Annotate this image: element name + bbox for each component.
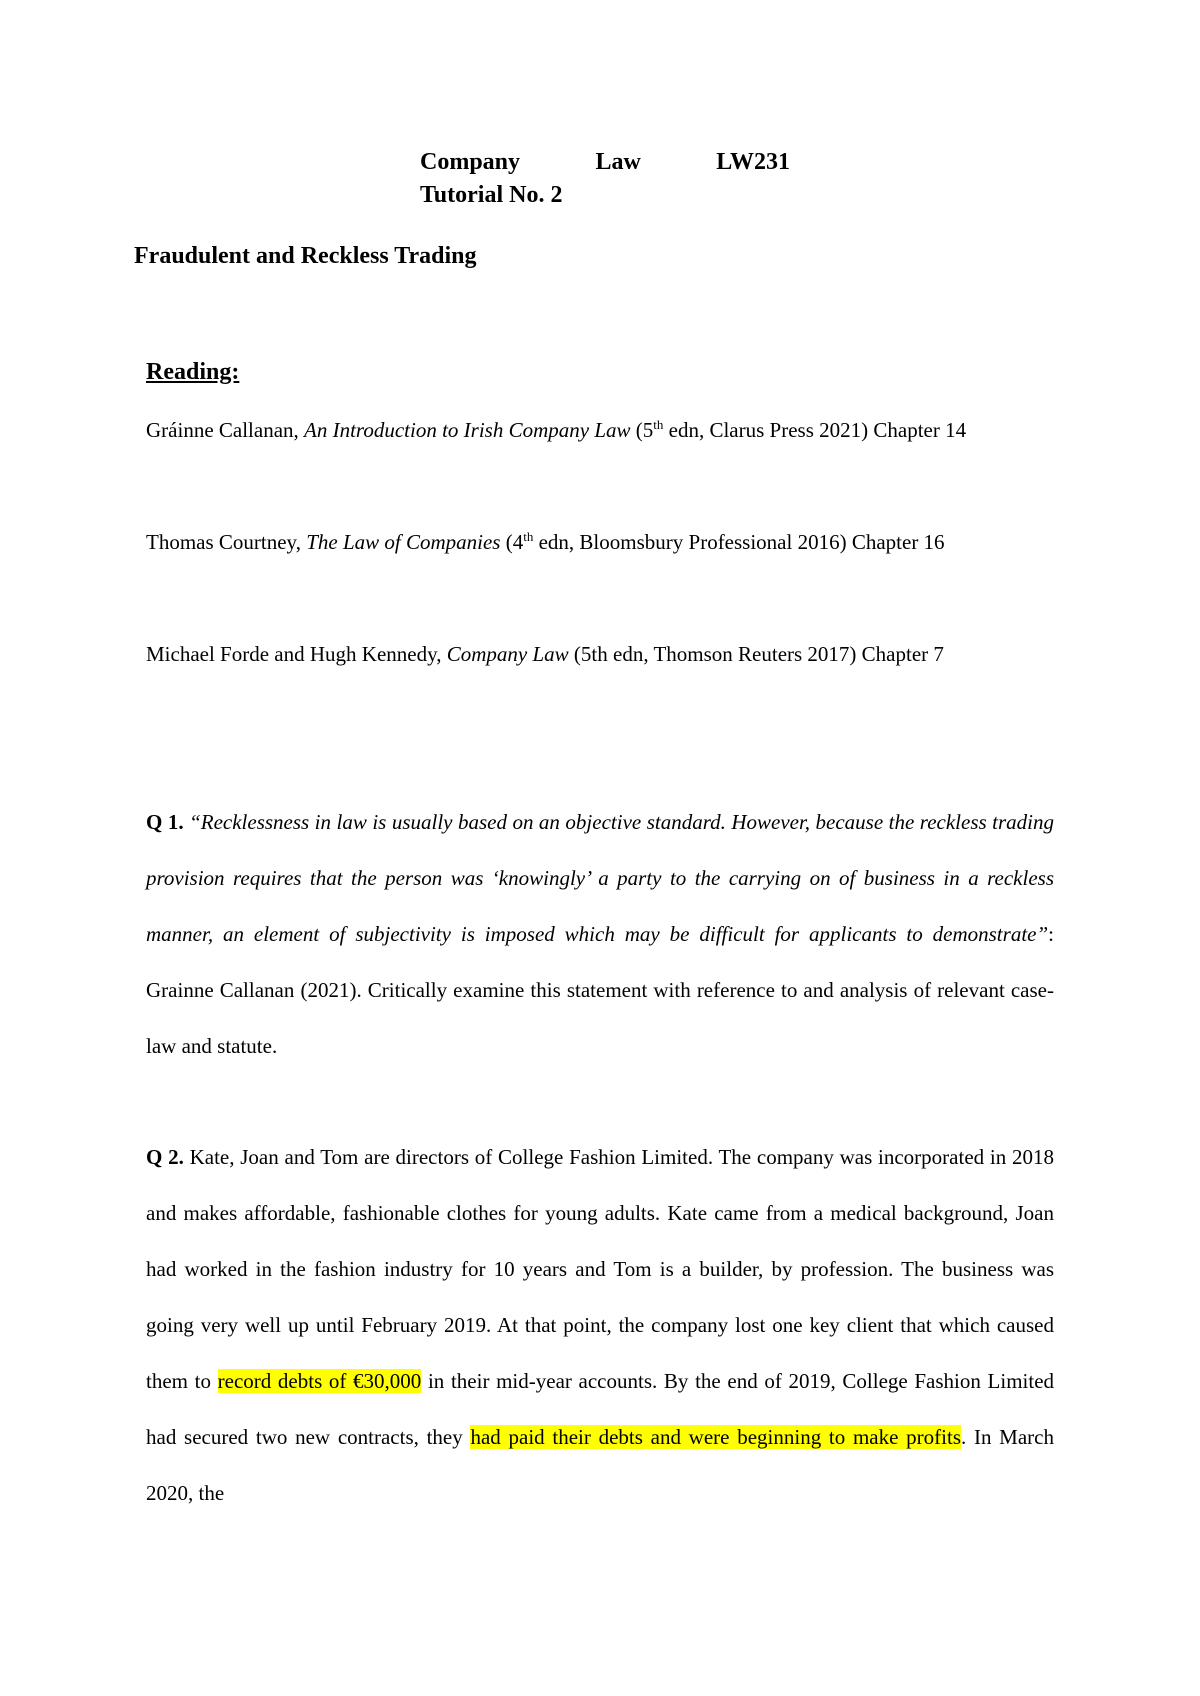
ref-edition-suffix: th <box>653 417 664 432</box>
ref-details: edn, Clarus Press 2021) Chapter 14 <box>663 418 967 442</box>
question-2 <box>146 1129 1054 1521</box>
ref-edition: (4 <box>500 530 524 554</box>
question-text: in their mid-year accounts. By the end of 2019, College Fashion Limited had secured two new contracts, they <box>146 1369 1055 1449</box>
question-quote: “Recklessness in law is usually based on an objective standard. However, because the reckless trading provision requires that the person was ‘knowingly’ a party to the carrying on of business in a reckless manner, an element of subjectivity is imposed which may be difficult for applicants to demonstrate” <box>146 810 1054 946</box>
question-text: . In March 2020, the <box>146 1425 1054 1505</box>
course-header <box>420 148 790 176</box>
question-1 <box>146 794 1054 1074</box>
reading-reference-1 <box>146 402 1054 458</box>
ref-details: (5th edn, Thomson Reuters 2017) Chapter 7 <box>568 642 944 666</box>
question-label: Q 1. <box>146 810 184 834</box>
question-text: : Grainne Callanan (2021). Critically examine this statement with reference to and analysis of relevant case-law and statute. <box>146 922 1054 1058</box>
ref-details: edn, Bloomsbury Professional 2016) Chapter 16 <box>533 530 945 554</box>
document-title: Fraudulent and Reckless Trading <box>134 243 477 269</box>
ref-author: Thomas Courtney, <box>146 530 307 554</box>
highlighted-text-debts: record debts of €30,000 <box>217 1369 422 1393</box>
highlighted-text-profits: had paid their debts and were beginning to make profits <box>470 1425 961 1449</box>
ref-work-title: An Introduction to Irish Company Law <box>304 418 631 442</box>
question-label: Q 2. <box>146 1145 184 1169</box>
ref-work-title: Company Law <box>446 642 569 666</box>
question-text: Kate, Joan and Tom are directors of College Fashion Limited. The company was incorporated in 2018 and makes affordable, fashionable clothes for young adults. Kate came from a medical background, Joan had worked in the fashion industry for 10 years and Tom is a builder, by profession. The business was going very well up until February 2019. At that point, the company lost one key client that which caused them to <box>146 1145 1054 1393</box>
course-word-law: Law <box>595 149 641 175</box>
course-code: LW231 <box>716 149 790 175</box>
ref-edition-suffix: th <box>523 529 534 544</box>
reading-heading: Reading: <box>146 359 240 385</box>
ref-edition: (5 <box>630 418 654 442</box>
ref-author: Michael Forde and Hugh Kennedy, <box>146 642 447 666</box>
ref-author: Gráinne Callanan, <box>146 418 305 442</box>
tutorial-number: Tutorial No. 2 <box>420 182 563 208</box>
reading-reference-3 <box>146 626 1054 682</box>
course-word-company: Company <box>420 149 521 175</box>
reading-reference-2 <box>146 514 1054 570</box>
ref-work-title: The Law of Companies <box>306 530 501 554</box>
